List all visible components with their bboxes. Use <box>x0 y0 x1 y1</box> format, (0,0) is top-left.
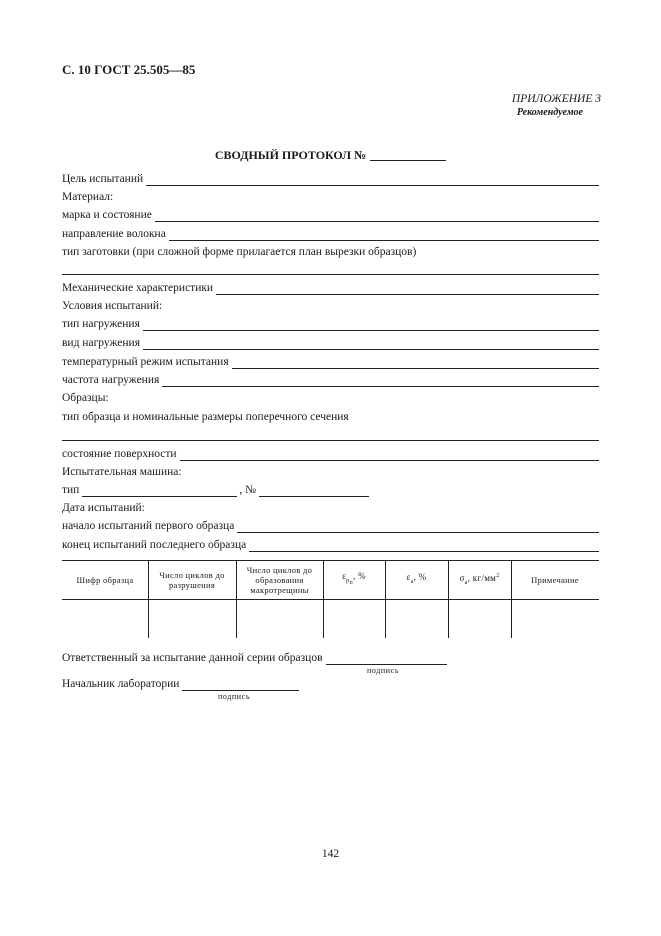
frequency-field[interactable] <box>162 376 599 387</box>
temperature-label: температурный режим испытания <box>62 356 229 368</box>
grade-field[interactable] <box>155 211 599 222</box>
specimen-type-field[interactable] <box>62 440 599 441</box>
header-note: Примечание <box>531 574 579 585</box>
sigma-subscript: а <box>464 579 468 586</box>
grade-row <box>62 208 599 222</box>
page-number: 142 <box>321 848 340 860</box>
machine-heading: Испытательная машина: <box>62 466 182 478</box>
blank-type-field[interactable] <box>62 274 599 275</box>
eps-p-sub-subscript: п <box>349 579 353 586</box>
purpose-field[interactable] <box>146 175 599 186</box>
mechanical-label: Механические характеристики <box>62 282 214 294</box>
sigma-unit: , кг/мм <box>467 573 497 584</box>
load-kind-label: вид нагружения <box>62 337 140 349</box>
start-label: начало испытаний первого образца <box>62 520 235 532</box>
results-table <box>62 560 599 638</box>
responsible-signature-caption: подпись <box>367 666 400 675</box>
appendix-label: ПРИЛОЖЕНИЕ 3 <box>511 93 601 105</box>
page-header: С. 10 ГОСТ 25.505—85 <box>62 62 196 77</box>
surface-label: состояние поверхности <box>62 448 177 460</box>
grade-label: марка и состояние <box>62 209 152 221</box>
load-kind-row <box>62 336 599 350</box>
head-lab-signature-caption: подпись <box>218 692 251 701</box>
temperature-row <box>62 355 599 369</box>
machine-number-label: , № <box>239 484 257 496</box>
specimen-type-label: тип образца и номинальные размеры поперечного сечения <box>62 411 349 423</box>
eps-a-unit: , % <box>413 572 427 583</box>
end-label: конец испытаний последнего образца <box>62 539 247 551</box>
appendix-status: Рекомендуемое <box>516 107 583 118</box>
frequency-row <box>62 373 599 387</box>
load-type-field[interactable] <box>143 320 599 331</box>
purpose-row <box>62 172 599 186</box>
end-field[interactable] <box>249 541 599 552</box>
responsible-signature-field[interactable] <box>326 654 447 665</box>
blank-type-label: тип заготовки (при сложной форме прилагается план вырезки образцов) <box>62 246 417 258</box>
responsible-label: Ответственный за испытание данной серии образцов <box>62 652 323 664</box>
temperature-field[interactable] <box>232 358 599 369</box>
machine-type-label: тип <box>62 484 80 496</box>
machine-number-field[interactable] <box>259 486 369 497</box>
test-conditions-heading: Условия испытаний: <box>62 300 163 312</box>
sigma-symbol: σ <box>459 573 465 584</box>
machine-type-field[interactable] <box>82 486 237 497</box>
responsible-row <box>62 651 447 665</box>
end-row <box>62 538 599 552</box>
load-type-row <box>62 317 599 331</box>
protocol-title <box>0 148 661 163</box>
test-dates-heading: Дата испытаний: <box>62 502 145 514</box>
eps-p-symbol: ε <box>342 571 347 581</box>
purpose-label: Цель испытаний <box>62 173 144 185</box>
head-lab-signature-field[interactable] <box>182 680 299 691</box>
surface-field[interactable] <box>180 450 599 461</box>
frequency-label: частота нагружения <box>62 374 160 386</box>
header-eps-p <box>323 560 385 599</box>
eps-p-unit: , % <box>353 571 366 581</box>
header-eps-a <box>385 560 448 599</box>
surface-row <box>62 447 599 461</box>
mechanical-field[interactable] <box>216 284 599 295</box>
fiber-direction-field[interactable] <box>169 230 599 241</box>
fiber-direction-row <box>62 227 599 241</box>
load-kind-field[interactable] <box>143 339 599 350</box>
eps-a-subscript: а <box>410 578 414 585</box>
protocol-number-field[interactable] <box>370 148 446 161</box>
head-lab-row <box>62 677 299 691</box>
sigma-superscript: 2 <box>496 573 500 580</box>
fiber-direction-label: направление волокна <box>62 228 166 240</box>
header-specimen-code: Шифр образца <box>76 574 134 585</box>
machine-row <box>62 483 382 497</box>
header-sigma-a <box>448 560 511 599</box>
mechanical-row <box>62 281 599 295</box>
head-lab-label: Начальник лаборатории <box>62 678 180 690</box>
header-cycles-to-macrocrack: Число циклов до образования макротрещины <box>246 564 313 595</box>
eps-p-subscript: р <box>346 577 350 584</box>
eps-a-symbol: ε <box>406 572 411 583</box>
protocol-title-text: СВОДНЫЙ ПРОТОКОЛ № <box>214 148 367 162</box>
load-type-label: тип нагружения <box>62 318 140 330</box>
material-heading: Материал: <box>62 191 114 203</box>
start-field[interactable] <box>237 522 599 533</box>
table-header-border <box>62 599 599 600</box>
specimens-heading: Образцы: <box>62 392 109 404</box>
header-cycles-to-failure: Число циклов до разрушения <box>159 569 225 590</box>
start-row <box>62 519 599 533</box>
